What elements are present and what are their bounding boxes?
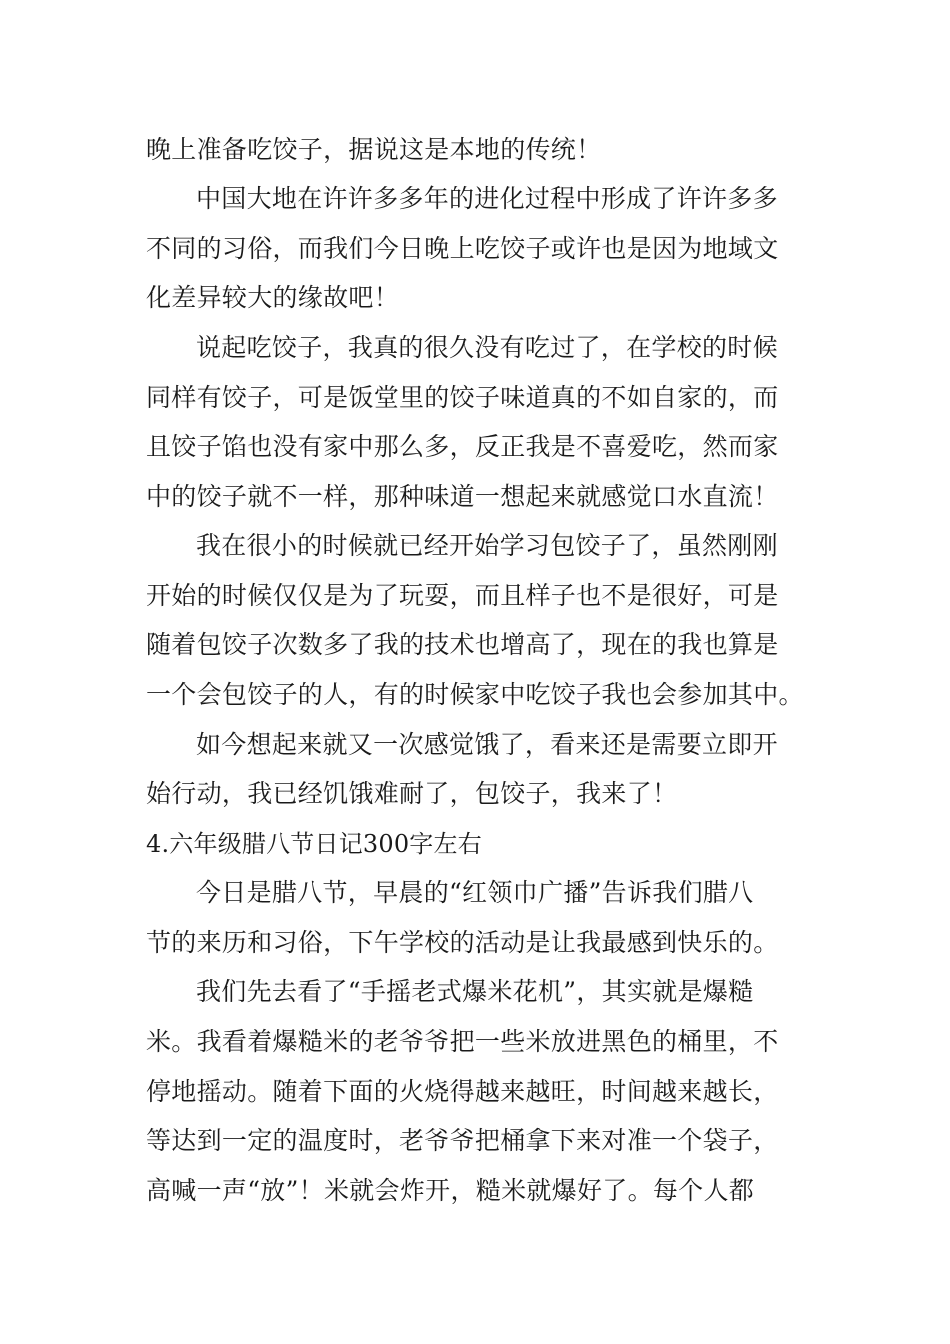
text-line: 中的饺子就不一样，那种味道一想起来就感觉口水直流！ <box>146 482 779 511</box>
text-line: 晚上准备吃饺子，据说这是本地的传统！ <box>146 135 602 164</box>
text-line: 停地摇动。随着下面的火烧得越来越旺，时间越来越长， <box>146 1077 779 1106</box>
paragraph-first-line: 我们先去看了“手摇老式爆米花机”，其实就是爆糙 <box>196 977 754 1006</box>
text-line: 始行动，我已经饥饿难耐了，包饺子，我来了！ <box>146 779 678 808</box>
section-heading: 4.六年级腊八节日记300字左右 <box>146 830 482 858</box>
text-line: 一个会包饺子的人，有的时候家中吃饺子我也会参加其中。 <box>146 680 804 709</box>
text-line: 不同的习俗，而我们今日晚上吃饺子或许也是因为地域文 <box>146 234 779 263</box>
paragraph-first-line: 今日是腊八节，早晨的“红领巾广播”告诉我们腊八 <box>196 878 754 907</box>
text-line: 高喊一声“放”！米就会炸开，糙米就爆好了。每个人都 <box>146 1176 755 1205</box>
text-line: 节的来历和习俗，下午学校的活动是让我最感到快乐的。 <box>146 928 779 957</box>
text-line: 化差异较大的缘故吧！ <box>146 283 400 312</box>
text-line: 米。我看着爆糙米的老爷爷把一些米放进黑色的桶里，不 <box>146 1027 779 1056</box>
text-line: 开始的时候仅仅是为了玩耍，而且样子也不是很好，可是 <box>146 581 779 610</box>
text-line: 随着包饺子次数多了我的技术也增高了，现在的我也算是 <box>146 630 779 659</box>
text-line: 且饺子馅也没有家中那么多，反正我是不喜爱吃，然而家 <box>146 432 779 461</box>
paragraph-first-line: 中国大地在许许多多年的进化过程中形成了许许多多 <box>196 184 778 213</box>
paragraph-first-line: 如今想起来就又一次感觉饿了，看来还是需要立即开 <box>196 730 778 759</box>
paragraph-first-line: 说起吃饺子，我真的很久没有吃过了，在学校的时候 <box>196 333 778 362</box>
text-line: 同样有饺子，可是饭堂里的饺子味道真的不如自家的，而 <box>146 383 779 412</box>
paragraph-first-line: 我在很小的时候就已经开始学习包饺子了，虽然刚刚 <box>196 531 778 560</box>
text-line: 等达到一定的温度时，老爷爷把桶拿下来对准一个袋子， <box>146 1126 779 1155</box>
